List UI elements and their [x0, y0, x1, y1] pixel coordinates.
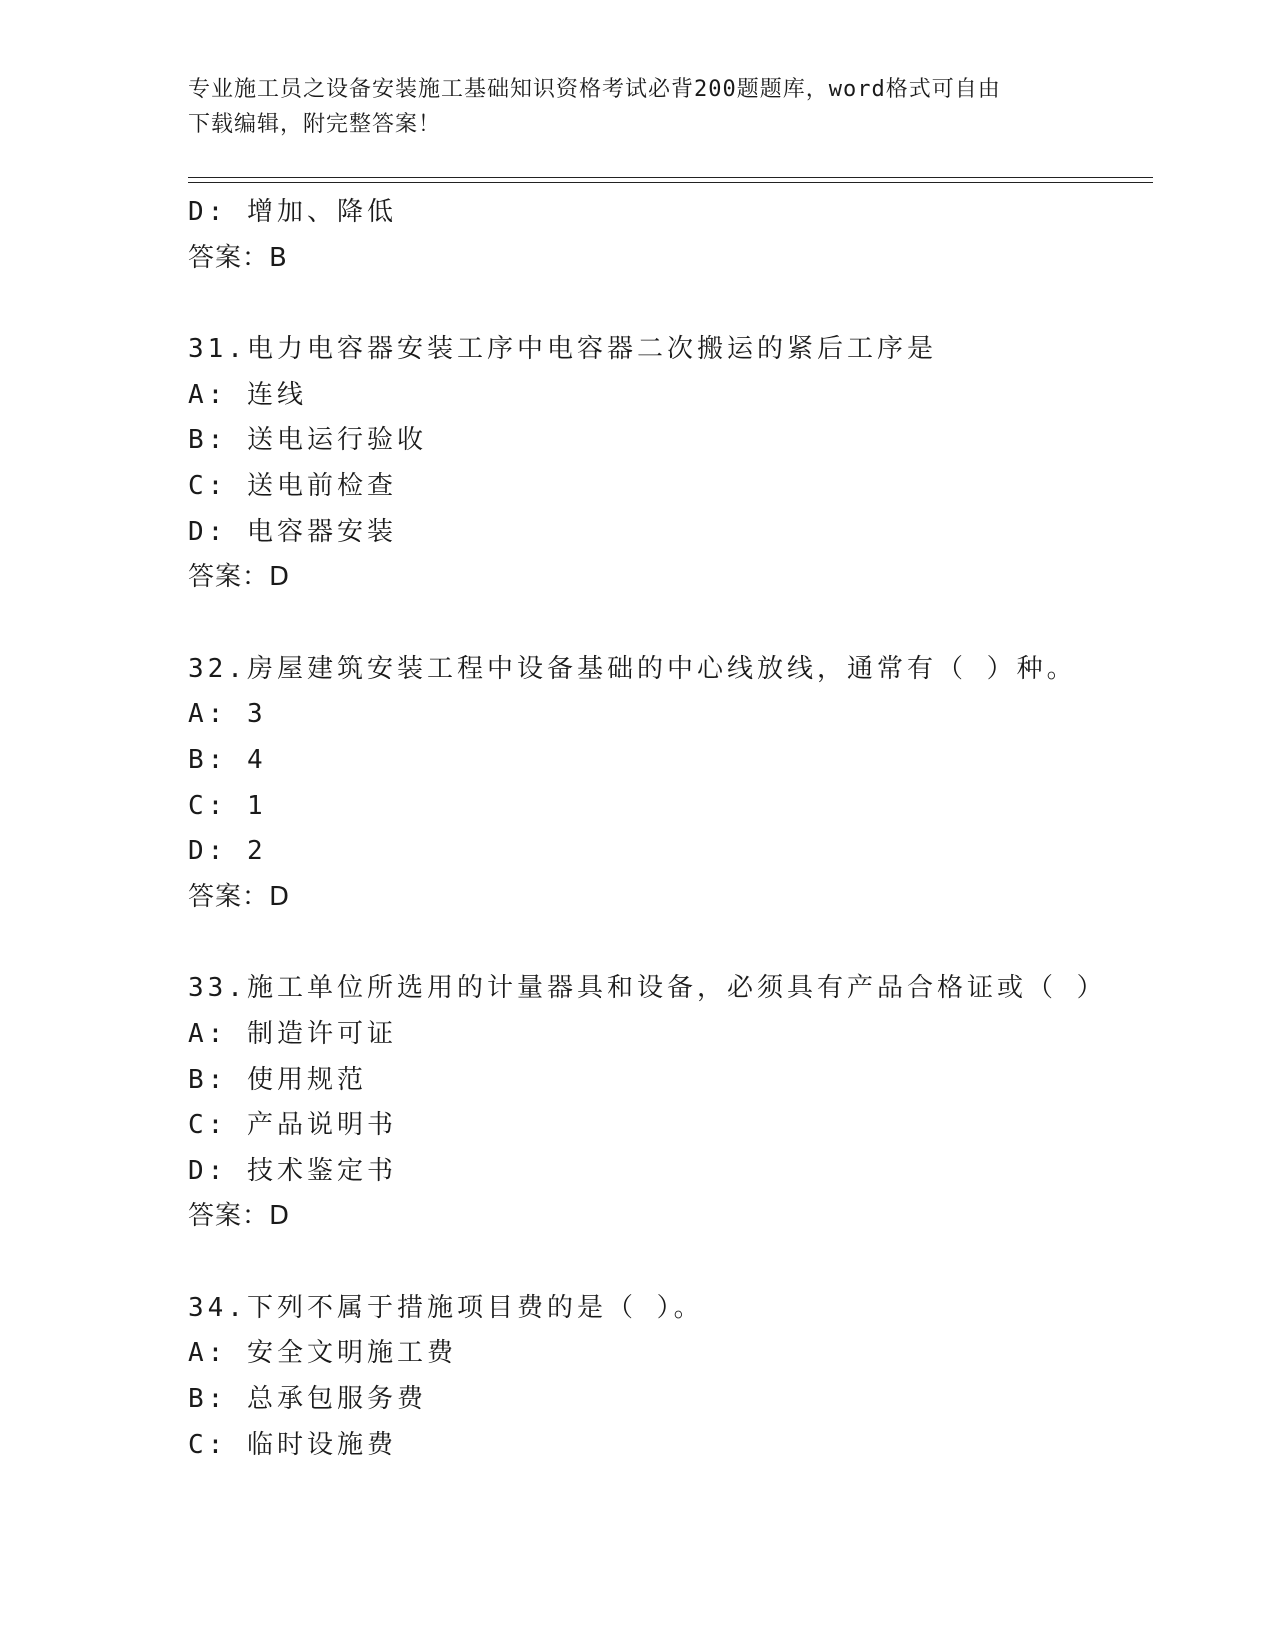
- option-a: A: 安全文明施工费: [188, 1338, 457, 1369]
- answer-line: 答案：B: [188, 242, 288, 273]
- option-d: D: 电容器安装: [188, 516, 397, 547]
- option-a: A: 3: [188, 699, 267, 730]
- option-b: B: 使用规范: [188, 1064, 367, 1095]
- question-32: [188, 647, 1148, 921]
- question-31: [188, 327, 1148, 601]
- question-stem: 34.下列不属于措施项目费的是（ ）。: [188, 1292, 704, 1323]
- answer-line: 答案：D: [188, 1201, 291, 1232]
- document-header: [188, 72, 1068, 142]
- header-title-line2: 下载编辑，附完整答案！: [188, 112, 442, 137]
- header-divider-bottom: [188, 182, 1153, 183]
- option-d: D: 技术鉴定书: [188, 1155, 397, 1186]
- option-c: C: 产品说明书: [188, 1110, 397, 1141]
- option-d: D: 增加、降低: [188, 197, 397, 227]
- question-stem: 31.电力电容器安装工序中电容器二次搬运的紧后工序是: [188, 334, 937, 365]
- option-d: D: 2: [188, 836, 267, 867]
- option-c: C: 1: [188, 790, 267, 821]
- option-a: A: 连线: [188, 379, 307, 410]
- header-divider-top: [188, 177, 1153, 178]
- question-list: [188, 190, 1148, 1468]
- question-stem: 32.房屋建筑安装工程中设备基础的中心线放线，通常有（ ）种。: [188, 653, 1077, 684]
- question-stem: 33.施工单位所选用的计量器具和设备，必须具有产品合格证或（ ）: [188, 973, 1107, 1004]
- carryover-question: [188, 190, 1148, 281]
- answer-line: 答案：D: [188, 881, 291, 912]
- option-c: C: 送电前检查: [188, 470, 397, 501]
- option-b: B: 总承包服务费: [188, 1384, 427, 1415]
- option-b: B: 4: [188, 744, 267, 775]
- option-c: C: 临时设施费: [188, 1429, 397, 1460]
- header-title-line1: 专业施工员之设备安装施工基础知识资格考试必背200题题库，word格式可自由: [188, 77, 1001, 102]
- question-33: [188, 966, 1148, 1240]
- question-34: [188, 1286, 1148, 1468]
- option-b: B: 送电运行验收: [188, 425, 427, 456]
- option-a: A: 制造许可证: [188, 1018, 397, 1049]
- answer-line: 答案：D: [188, 562, 291, 593]
